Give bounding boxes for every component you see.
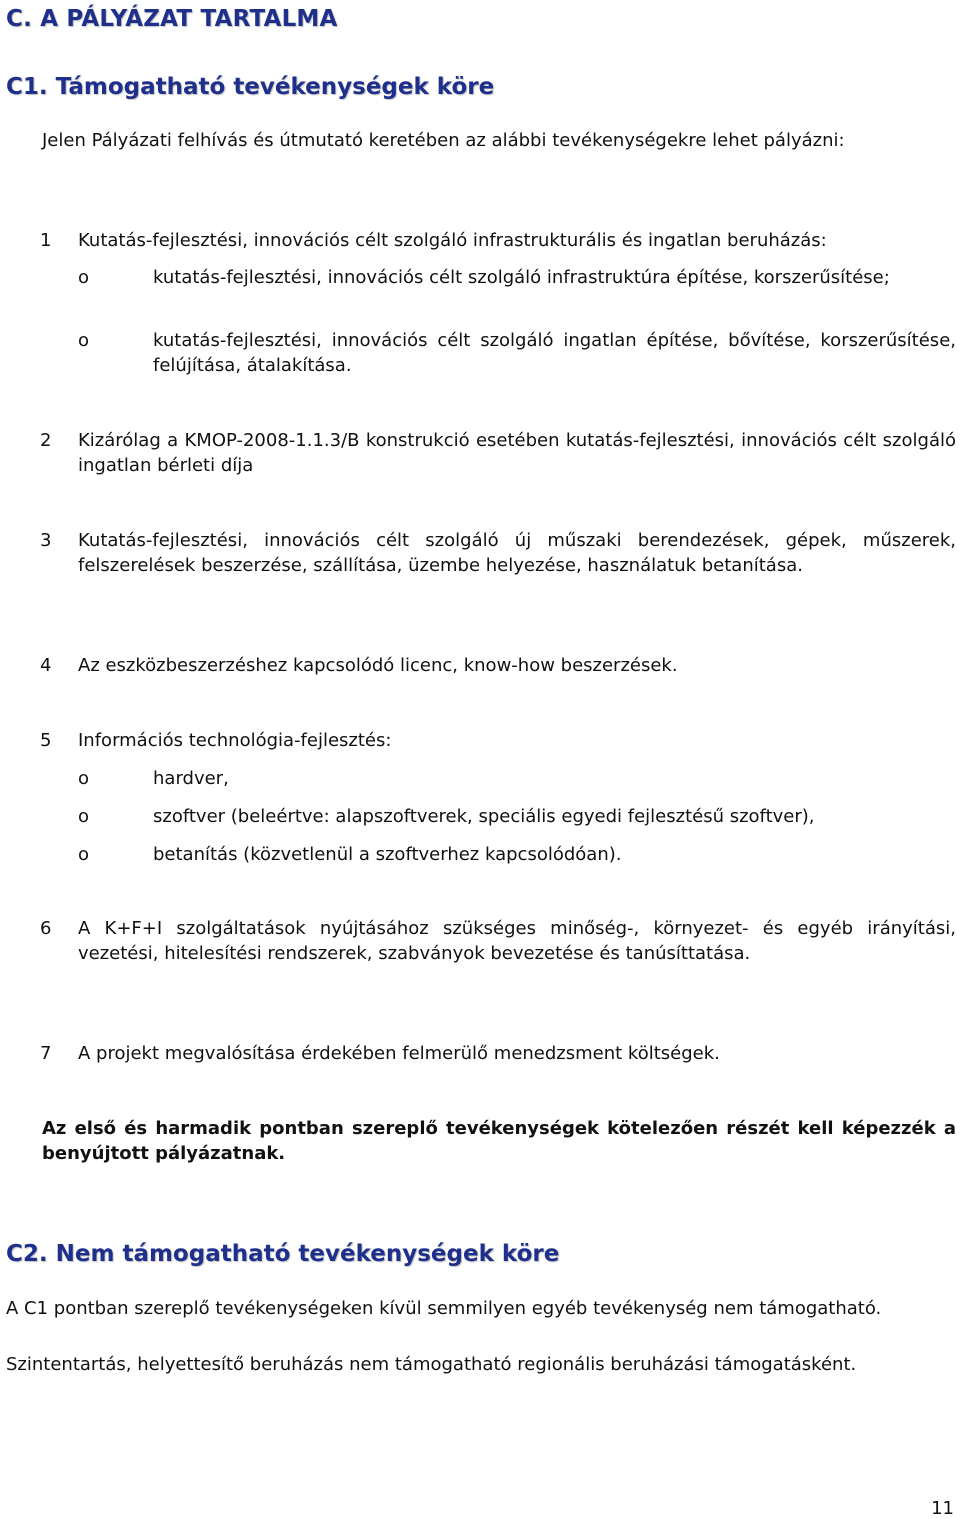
list-item-text: Kutatás-fejlesztési, innovációs célt szolgáló új műszaki berendezések, gépek, műszerek, felszerelések beszerzése, szállítása, üzembe helyezése, használatuk betanítása. (78, 530, 956, 576)
bullet-icon: o (78, 768, 90, 789)
sub-item-text: kutatás-fejlesztési, innovációs célt szolgáló ingatlan építése, bővítése, korszerűsítése, felújítása, átalakítása. (153, 330, 956, 376)
list-item-text: A K+F+I szolgáltatások nyújtásához szükséges minőség-, környezet- és egyéb irányítási, vezetési, hitelesítési rendszerek, szabványok bevezetése és tanúsíttatása. (78, 918, 956, 964)
list-item-number: 2 (40, 430, 52, 451)
list-item-text: Az eszközbeszerzéshez kapcsolódó licenc, know-how beszerzések. (78, 655, 678, 676)
bullet-icon: o (78, 267, 90, 288)
list-item-number: 7 (40, 1043, 52, 1064)
section-c2-para-2: Szintentartás, helyettesítő beruházás nem támogatható regionális beruházási támogatásként. (6, 1354, 857, 1375)
bullet-icon: o (78, 806, 90, 827)
list-item-number: 6 (40, 918, 52, 939)
section-c1-title: C1. Támogatható tevékenységek köre (6, 74, 495, 100)
sub-item-text: betanítás (közvetlenül a szoftverhez kapcsolódóan). (153, 844, 622, 865)
section-c1-note: Az első és harmadik pontban szereplő tevékenységek kötelezően részét kell képezzék a benyújtott pályázatnak. (42, 1118, 956, 1164)
section-c2-title: C2. Nem támogatható tevékenységek köre (6, 1241, 560, 1267)
sub-item-text: hardver, (153, 768, 229, 789)
list-item-text: A projekt megvalósítása érdekében felmerülő menedzsment költségek. (78, 1043, 720, 1064)
bullet-icon: o (78, 330, 90, 351)
sub-item-text: szoftver (beleértve: alapszoftverek, speciális egyedi fejlesztésű szoftver), (153, 806, 815, 827)
list-item-number: 5 (40, 730, 52, 751)
list-item-number: 3 (40, 530, 52, 551)
list-item-text: Kizárólag a KMOP-2008-1.1.3/B konstrukció esetében kutatás-fejlesztési, innovációs célt szolgáló ingatlan bérleti díja (78, 430, 956, 476)
page-number: 11 (931, 1498, 954, 1519)
list-item-number: 1 (40, 230, 52, 251)
page-title: C. A PÁLYÁZAT TARTALMA (6, 6, 338, 32)
list-item-text: Információs technológia-fejlesztés: (78, 730, 392, 751)
list-item-text: Kutatás-fejlesztési, innovációs célt szolgáló infrastrukturális és ingatlan beruházás: (78, 230, 827, 251)
section-c2-para-1: A C1 pontban szereplő tevékenységeken kívül semmilyen egyéb tevékenység nem támogatható. (6, 1298, 882, 1319)
list-item-number: 4 (40, 655, 52, 676)
sub-item-text: kutatás-fejlesztési, innovációs célt szolgáló infrastruktúra építése, korszerűsítése; (153, 267, 890, 288)
section-c1-intro: Jelen Pályázati felhívás és útmutató keretében az alábbi tevékenységekre lehet pályázni: (42, 130, 845, 151)
bullet-icon: o (78, 844, 90, 865)
